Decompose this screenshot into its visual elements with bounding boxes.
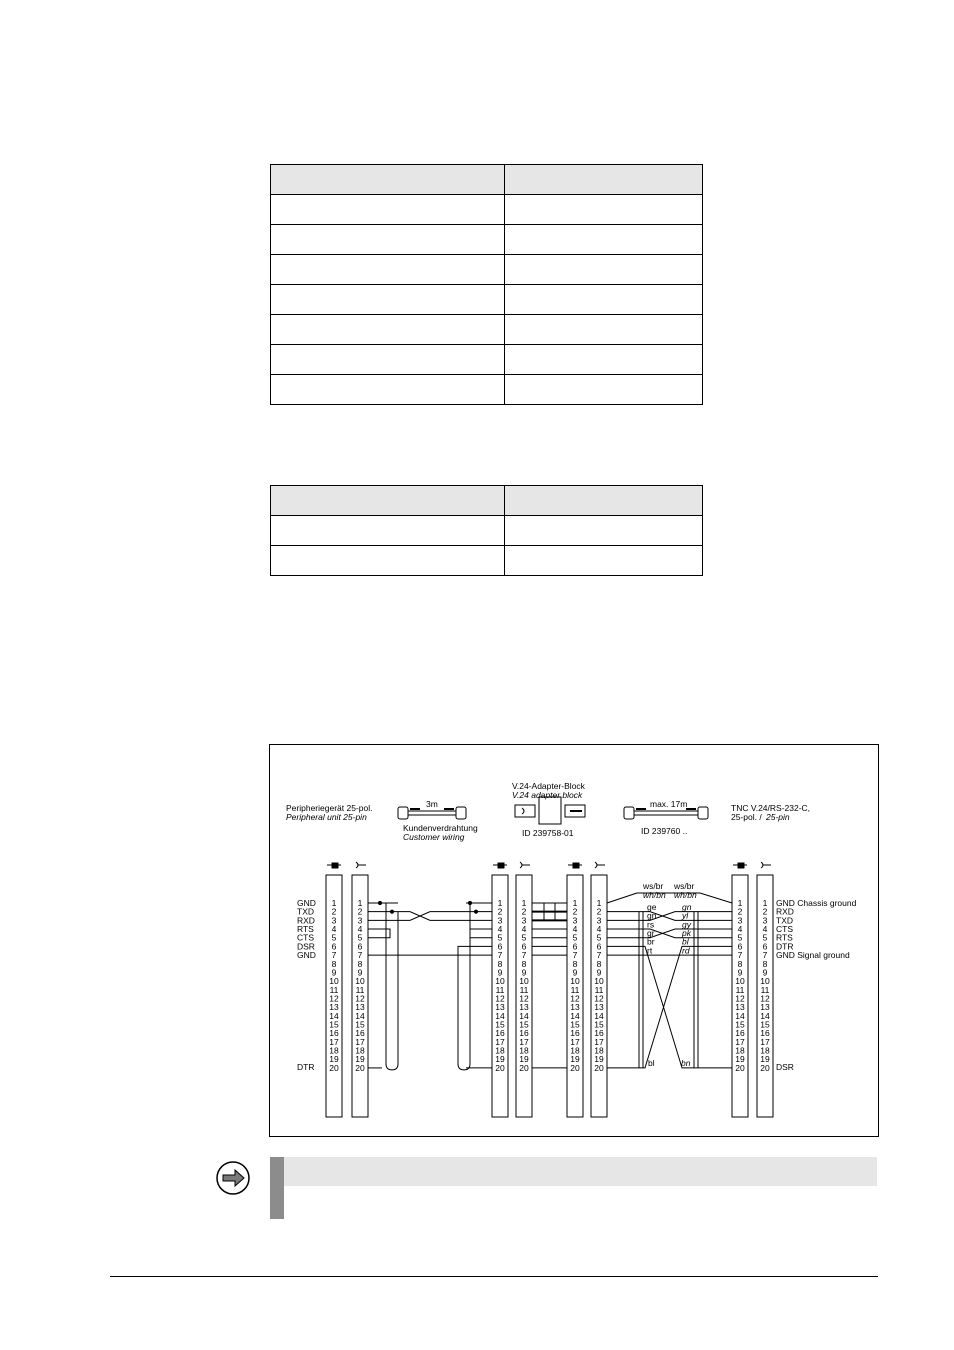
pin-number: 18 xyxy=(355,1045,365,1056)
pin-number: 12 xyxy=(355,993,365,1004)
pin-number: 12 xyxy=(735,993,745,1004)
right-signal-labels xyxy=(776,898,857,960)
pin-number: 16 xyxy=(329,1028,339,1039)
wire-color-label: rs xyxy=(647,919,655,930)
wire-color-label: ws/br xyxy=(674,881,695,891)
female-connector-icon xyxy=(520,862,530,868)
tnc-cable-id-label: ID 239760 .. xyxy=(641,826,688,836)
table-cell xyxy=(271,195,505,225)
pin-number: 14 xyxy=(735,1010,745,1021)
pin-number: 7 xyxy=(521,950,527,961)
pin-number: 14 xyxy=(760,1010,770,1021)
female-connector-icon xyxy=(761,862,771,868)
pin-number: 11 xyxy=(495,984,505,995)
pin-number: 3 xyxy=(331,915,337,926)
table-row xyxy=(271,546,703,576)
female-connector-icon xyxy=(356,862,366,868)
customer-wiring-label-en: Customer wiring xyxy=(403,832,465,842)
wire xyxy=(639,912,643,1068)
tnc-device-label: TNC V.24/RS-232-C, xyxy=(731,803,811,813)
left-signal-label: GND xyxy=(297,898,316,908)
pin-number: 3 xyxy=(497,915,503,926)
pin-number: 18 xyxy=(760,1045,770,1056)
left-signal-label: TXD xyxy=(297,906,314,917)
pin-number: 16 xyxy=(570,1028,580,1039)
wire-color-label: rt xyxy=(647,945,653,956)
wire-color-label: bl xyxy=(682,936,689,947)
pin-number: 15 xyxy=(329,1019,339,1030)
pin-number: 12 xyxy=(570,993,580,1004)
wires xyxy=(368,893,732,1070)
pin-number: 1 xyxy=(596,898,602,908)
pin-number: 2 xyxy=(596,906,602,917)
pin-number: 1 xyxy=(331,898,337,908)
adapter-id-label: ID 239758-01 xyxy=(522,828,574,838)
female-connector-icon xyxy=(595,862,605,868)
table-cell xyxy=(271,375,505,405)
pin-number: 19 xyxy=(760,1054,770,1065)
pin-number: 14 xyxy=(570,1010,580,1021)
pin-number: 1 xyxy=(572,898,578,908)
left-device-label: Peripheriegerät 25-pol. xyxy=(286,803,373,813)
wire-color-label: br xyxy=(647,936,655,947)
pin-number: 7 xyxy=(737,950,743,961)
connector-strips xyxy=(326,862,773,1117)
tnc-device-label-pol: 25-pol. / xyxy=(731,812,762,822)
pin-number: 17 xyxy=(495,1036,505,1047)
wire-color-label: rd xyxy=(682,945,690,956)
pin-number: 1 xyxy=(357,898,363,908)
pin-number: 11 xyxy=(735,984,745,995)
pin-number: 10 xyxy=(570,976,580,987)
pin-number: 8 xyxy=(331,958,337,969)
pin-number: 5 xyxy=(596,932,602,943)
pin-number: 15 xyxy=(570,1019,580,1030)
wire-color-label: yl xyxy=(682,910,689,921)
wire xyxy=(607,946,732,1068)
pin-number: 10 xyxy=(760,976,770,987)
pin-number: 17 xyxy=(519,1036,529,1047)
pin-number: 20 xyxy=(760,1062,770,1073)
pin-number: 20 xyxy=(329,1062,339,1073)
pin-number: 10 xyxy=(329,976,339,987)
pin-number: 7 xyxy=(357,950,363,961)
pin-number: 17 xyxy=(570,1036,580,1047)
table-cell xyxy=(271,255,505,285)
pin-number: 8 xyxy=(737,958,743,969)
right-signal-label: GND Signal ground xyxy=(776,950,850,961)
pin-number: 11 xyxy=(594,984,604,995)
table-row xyxy=(271,195,703,225)
pin-number: 16 xyxy=(519,1028,529,1039)
table-cell xyxy=(271,345,505,375)
table-cell xyxy=(505,285,703,315)
pin-number: 9 xyxy=(762,967,768,978)
table-row xyxy=(271,345,703,375)
pin-number: 1 xyxy=(737,898,743,908)
pin-number: 8 xyxy=(521,958,527,969)
pin-number: 19 xyxy=(735,1054,745,1065)
pin-number: 4 xyxy=(596,924,602,935)
table-cell xyxy=(505,546,703,576)
pin-number: 2 xyxy=(572,906,578,917)
left-signal-label: RXD xyxy=(297,915,315,926)
wire xyxy=(607,912,732,921)
left-dtr-label: DTR xyxy=(297,1062,315,1072)
pin-number: 4 xyxy=(331,924,337,935)
pin-number: 20 xyxy=(495,1062,505,1073)
pin-number: 14 xyxy=(329,1010,339,1021)
pin-number: 6 xyxy=(762,941,768,952)
footer-rule xyxy=(110,1276,878,1277)
pin-number: 12 xyxy=(519,993,529,1004)
pin-number: 15 xyxy=(760,1019,770,1030)
table-cell xyxy=(505,345,703,375)
pin-number: 18 xyxy=(594,1045,604,1056)
pin-number: 2 xyxy=(357,906,363,917)
pin-number: 9 xyxy=(357,967,363,978)
left-signal-label: GND xyxy=(297,950,316,961)
pin-number: 1 xyxy=(762,898,768,908)
table-cell xyxy=(271,546,505,576)
pin-number: 11 xyxy=(570,984,580,995)
wire-color-label: wh/bn xyxy=(674,890,697,900)
table-row xyxy=(271,375,703,405)
pin-number: 10 xyxy=(594,976,604,987)
pin-number: 19 xyxy=(329,1054,339,1065)
table-header-cell xyxy=(505,165,703,195)
pin-number: 8 xyxy=(497,958,503,969)
pin-number: 15 xyxy=(519,1019,529,1030)
table-cell xyxy=(505,225,703,255)
pin-number: 10 xyxy=(355,976,365,987)
note-bar xyxy=(270,1157,284,1219)
pin-number: 15 xyxy=(594,1019,604,1030)
pin-number: 7 xyxy=(762,950,768,961)
pin-number: 5 xyxy=(737,932,743,943)
wire-color-label: gr xyxy=(647,928,655,939)
pin-number: 19 xyxy=(594,1054,604,1065)
table-cell xyxy=(505,255,703,285)
pin-number: 11 xyxy=(519,984,529,995)
pin-number: 2 xyxy=(737,906,743,917)
pin-number: 6 xyxy=(357,941,363,952)
pin-number: 3 xyxy=(572,915,578,926)
wire xyxy=(470,929,492,938)
pin-number: 19 xyxy=(519,1054,529,1065)
pin-number: 18 xyxy=(329,1045,339,1056)
pin-number: 8 xyxy=(596,958,602,969)
pin-number: 17 xyxy=(329,1036,339,1047)
pin-number: 17 xyxy=(594,1036,604,1047)
wire-color-labels xyxy=(642,881,697,1068)
wire xyxy=(368,929,390,938)
pin-number: 15 xyxy=(355,1019,365,1030)
wire-color-label: wh/bn xyxy=(643,890,666,900)
pin-number: 7 xyxy=(596,950,602,961)
cable-length-label: 3m xyxy=(426,799,438,809)
table-cell xyxy=(271,225,505,255)
wire-color-label: bn xyxy=(681,1057,691,1068)
wire xyxy=(386,903,398,1070)
right-signal-label: GND Chassis ground xyxy=(776,898,857,908)
wire-color-label: ge xyxy=(647,902,657,912)
pin-number: 5 xyxy=(497,932,503,943)
pin-number: 4 xyxy=(737,924,743,935)
left-signal-label: DSR xyxy=(297,941,315,952)
pin-number: 3 xyxy=(762,915,768,926)
left-signal-labels xyxy=(297,898,316,960)
pin-number: 9 xyxy=(572,967,578,978)
pin-number: 1 xyxy=(521,898,527,908)
table-cell xyxy=(271,516,505,546)
pin-number: 19 xyxy=(355,1054,365,1065)
wire-color-label: gn xyxy=(647,910,657,921)
right-signal-label: CTS xyxy=(776,924,793,935)
pin-number: 9 xyxy=(737,967,743,978)
pin-numbers xyxy=(329,898,770,1073)
wire xyxy=(368,912,492,921)
wire-color-label: ws/br xyxy=(643,881,664,891)
adapter-block-icon xyxy=(515,797,585,824)
table-1 xyxy=(270,164,703,405)
pin-number: 9 xyxy=(331,967,337,978)
pin-number: 12 xyxy=(760,993,770,1004)
pin-number: 11 xyxy=(329,984,339,995)
pin-number: 18 xyxy=(570,1045,580,1056)
pin-number: 19 xyxy=(495,1054,505,1065)
wire-color-label: gn xyxy=(682,902,692,912)
table-cell xyxy=(271,285,505,315)
table-cell xyxy=(505,375,703,405)
right-dsr-label: DSR xyxy=(776,1062,794,1072)
pin-number: 2 xyxy=(497,906,503,917)
pin-number: 20 xyxy=(735,1062,745,1073)
pin-number: 13 xyxy=(355,1002,365,1013)
pin-number: 20 xyxy=(570,1062,580,1073)
tnc-cable-length-label: max. 17m xyxy=(650,799,688,809)
wire xyxy=(694,912,698,1068)
pin-number: 20 xyxy=(519,1062,529,1073)
pin-number: 12 xyxy=(495,993,505,1004)
pin-number: 4 xyxy=(521,924,527,935)
pin-number: 18 xyxy=(495,1045,505,1056)
pin-number: 15 xyxy=(495,1019,505,1030)
pin-number: 8 xyxy=(762,958,768,969)
pin-number: 3 xyxy=(357,915,363,926)
pin-number: 2 xyxy=(521,906,527,917)
adapter-block-label: V.24-Adapter-Block xyxy=(512,781,585,791)
pin-number: 4 xyxy=(762,924,768,935)
customer-wiring-label: Kundenverdrahtung xyxy=(403,823,478,833)
pin-number: 6 xyxy=(521,941,527,952)
pin-number: 13 xyxy=(329,1002,339,1013)
pin-number: 16 xyxy=(495,1028,505,1039)
pin-number: 10 xyxy=(519,976,529,987)
junction-dot xyxy=(468,901,471,904)
table-header-cell xyxy=(271,165,505,195)
pin-number: 19 xyxy=(570,1054,580,1065)
pin-number: 11 xyxy=(355,984,365,995)
table-cell xyxy=(505,195,703,225)
table-header-cell xyxy=(505,486,703,516)
pin-number: 8 xyxy=(357,958,363,969)
wire-color-label: pk xyxy=(682,928,691,939)
arrow-right-icon xyxy=(215,1160,251,1196)
table-header-row xyxy=(271,486,703,516)
pin-number: 13 xyxy=(760,1002,770,1013)
table-row xyxy=(271,285,703,315)
pin-number: 13 xyxy=(735,1002,745,1013)
wire-color-label: bl xyxy=(648,1057,655,1068)
pin-number: 4 xyxy=(497,924,503,935)
table-row xyxy=(271,255,703,285)
table-row xyxy=(271,225,703,255)
right-signal-label: DTR xyxy=(776,941,794,952)
wire xyxy=(368,912,492,921)
pin-number: 5 xyxy=(521,932,527,943)
wire xyxy=(607,946,732,1068)
junction-dot xyxy=(378,901,381,904)
pin-number: 6 xyxy=(572,941,578,952)
pin-number: 4 xyxy=(357,924,363,935)
pin-number: 17 xyxy=(760,1036,770,1047)
pin-number: 12 xyxy=(594,993,604,1004)
pin-number: 14 xyxy=(355,1010,365,1021)
pin-number: 15 xyxy=(735,1019,745,1030)
pin-number: 17 xyxy=(735,1036,745,1047)
pin-number: 10 xyxy=(735,976,745,987)
wire xyxy=(607,912,732,921)
pin-number: 5 xyxy=(762,932,768,943)
pin-number: 9 xyxy=(497,967,503,978)
table-2 xyxy=(270,485,703,576)
pin-number: 3 xyxy=(596,915,602,926)
pin-number: 7 xyxy=(497,950,503,961)
pin-number: 13 xyxy=(594,1002,604,1013)
table-cell xyxy=(271,315,505,345)
pin-number: 7 xyxy=(331,950,337,961)
pin-number: 14 xyxy=(594,1010,604,1021)
wire xyxy=(607,929,732,938)
pin-number: 14 xyxy=(495,1010,505,1021)
left-device-label-en: Peripheral unit 25-pin xyxy=(286,812,367,822)
pin-number: 16 xyxy=(594,1028,604,1039)
left-signal-label: RTS xyxy=(297,924,314,935)
pin-number: 13 xyxy=(519,1002,529,1013)
left-signal-label: CTS xyxy=(297,932,314,943)
pin-number: 2 xyxy=(331,906,337,917)
wire xyxy=(458,903,492,1070)
pin-number: 5 xyxy=(572,932,578,943)
right-signal-label: TXD xyxy=(776,915,793,926)
pin-number: 11 xyxy=(760,984,770,995)
pin-number: 16 xyxy=(760,1028,770,1039)
right-signal-label: RXD xyxy=(776,906,794,917)
pin-number: 6 xyxy=(596,941,602,952)
pin-number: 13 xyxy=(495,1002,505,1013)
junction-dot xyxy=(474,910,477,913)
right-signal-label: RTS xyxy=(776,932,793,943)
pin-number: 14 xyxy=(519,1010,529,1021)
wiring-diagram xyxy=(269,744,879,1137)
note-header xyxy=(284,1157,877,1186)
pin-number: 10 xyxy=(495,976,505,987)
pin-number: 5 xyxy=(331,932,337,943)
pin-number: 13 xyxy=(570,1002,580,1013)
table-row xyxy=(271,315,703,345)
pin-number: 7 xyxy=(572,950,578,961)
pin-number: 17 xyxy=(355,1036,365,1047)
junction-dot xyxy=(390,910,393,913)
pin-number: 16 xyxy=(355,1028,365,1039)
pin-number: 9 xyxy=(521,967,527,978)
pin-number: 12 xyxy=(329,993,339,1004)
pin-number: 16 xyxy=(735,1028,745,1039)
wire xyxy=(607,893,732,903)
pin-number: 1 xyxy=(497,898,503,908)
table-cell xyxy=(505,315,703,345)
pin-number: 4 xyxy=(572,924,578,935)
table-header-row xyxy=(271,165,703,195)
pin-number: 6 xyxy=(737,941,743,952)
wire xyxy=(607,929,732,938)
table-header-cell xyxy=(271,486,505,516)
pin-number: 6 xyxy=(497,941,503,952)
pin-number: 20 xyxy=(594,1062,604,1073)
table-cell xyxy=(505,516,703,546)
adapter-block-label-en: V.24 adapter block xyxy=(512,790,583,800)
tnc-device-label-en: 25-pin xyxy=(766,812,790,822)
pin-number: 8 xyxy=(572,958,578,969)
pin-number: 18 xyxy=(519,1045,529,1056)
pin-number: 6 xyxy=(331,941,337,952)
pin-number: 20 xyxy=(355,1062,365,1073)
pin-number: 3 xyxy=(521,915,527,926)
wire-color-label: gy xyxy=(682,919,691,930)
pin-number: 9 xyxy=(596,967,602,978)
pin-number: 5 xyxy=(357,932,363,943)
pin-number: 18 xyxy=(735,1045,745,1056)
table-row xyxy=(271,516,703,546)
pin-number: 3 xyxy=(737,915,743,926)
pin-number: 2 xyxy=(762,906,768,917)
